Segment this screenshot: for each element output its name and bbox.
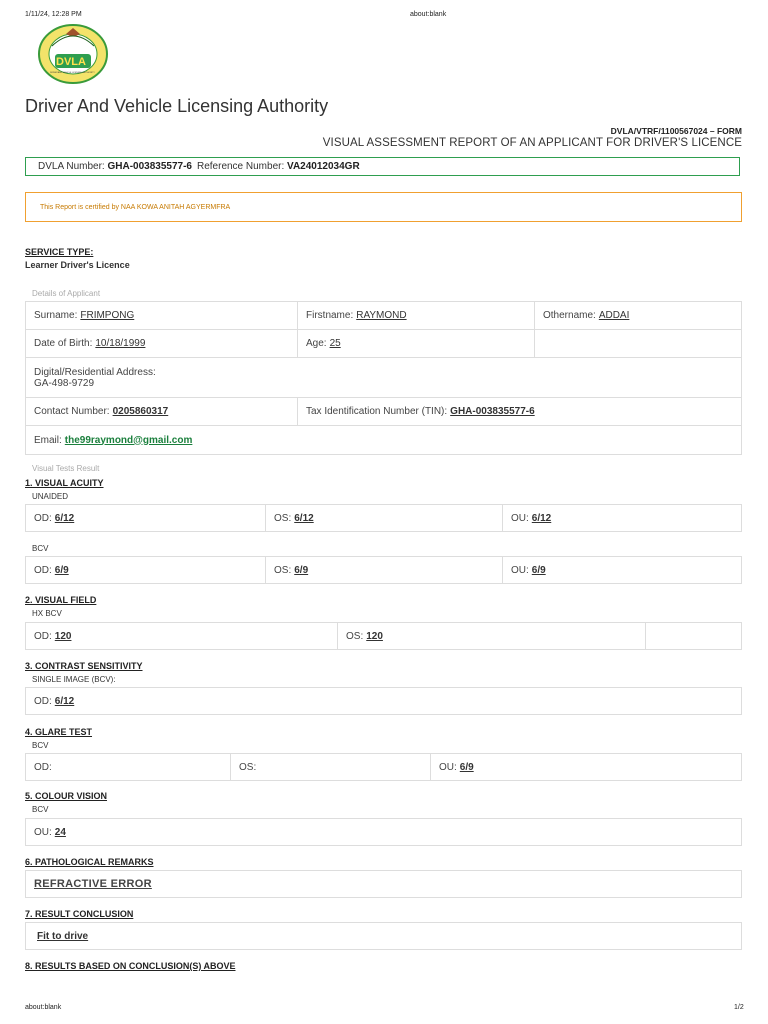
address-cell <box>26 358 741 397</box>
firstname-value: RAYMOND <box>356 310 407 321</box>
colour-heading: 5. COLOUR VISION <box>25 791 108 801</box>
acuity-bcv-od: 6/9 <box>54 564 69 576</box>
dob-cell: Date of Birth: 10/18/1999 <box>26 330 298 357</box>
logo-text: DVLA <box>56 56 86 68</box>
certified-notice: This Report is certified by NAA KOWA ANITAH AGYERMFRA <box>25 192 742 222</box>
acuity-unaided-od: 6/12 <box>54 512 75 524</box>
dvla-number-value: GHA-003835577-6 <box>107 161 192 172</box>
page-number: 1/2 <box>734 1004 744 1011</box>
acuity-bcv-row: OD: 6/9 OS: 6/9 OU: 6/9 <box>25 556 742 584</box>
visual-acuity-heading: 1. VISUAL ACUITY <box>25 478 104 488</box>
page-title: Driver And Vehicle Licensing Authority <box>25 96 329 116</box>
applicant-section-label: Details of Applicant <box>32 289 101 298</box>
contrast-od: 6/12 <box>54 695 75 707</box>
print-url: about:blank <box>410 11 447 18</box>
address-label: Digital/Residential Address: <box>34 366 156 378</box>
othername-value: ADDAI <box>598 310 630 321</box>
contact-value: 0205860317 <box>112 406 169 417</box>
dob-value: 10/18/1999 <box>95 338 146 349</box>
acuity-unaided-os: 6/12 <box>294 512 314 524</box>
conclusion-row <box>25 922 742 950</box>
form-title: VISUAL ASSESSMENT REPORT OF AN APPLICANT FOR DRIVER'S LICENCE <box>322 137 742 149</box>
results-heading: 8. RESULTS BASED ON CONCLUSION(S) ABOVE <box>25 961 236 971</box>
glare-heading: 4. GLARE TEST <box>25 727 93 737</box>
visual-field-heading: 2. VISUAL FIELD <box>25 595 97 605</box>
email-value[interactable]: the99raymond@gmail.com <box>64 434 193 446</box>
single-image-label: SINGLE IMAGE (BCV): <box>32 675 116 684</box>
age-cell: Age: 25 <box>298 330 535 357</box>
glare-ou: 6/9 <box>459 761 474 773</box>
colour-ou: 24 <box>54 826 66 838</box>
hx-bcv-label: HX BCV <box>32 609 62 618</box>
acuity-bcv-os: 6/9 <box>294 564 309 576</box>
glare-row: OD: OS: OU: 6/9 <box>25 753 742 781</box>
remarks-row <box>25 870 742 898</box>
remarks-heading: 6. PATHOLOGICAL REMARKS <box>25 857 154 867</box>
conclusion-value: Fit to drive <box>37 930 89 942</box>
reference-number-label: Reference Number: <box>196 161 285 172</box>
numbers-box <box>25 157 740 176</box>
footer-url: about:blank <box>25 1004 62 1011</box>
field-os: 120 <box>366 630 383 642</box>
logo-ring-text: DRIVER AND VEHICLE LICENSING AUTHORITY <box>50 72 95 74</box>
applicant-table <box>25 301 742 455</box>
acuity-unaided-ou: 6/12 <box>531 512 552 524</box>
field-row: OD: 120 OS: 120 <box>25 622 742 650</box>
tin-value: GHA-003835577-6 <box>450 406 535 417</box>
acuity-bcv-ou: 6/9 <box>531 564 546 576</box>
bcv-label: BCV <box>32 544 49 553</box>
dvla-logo <box>38 24 108 84</box>
address-value: GA-498-9729 <box>34 377 95 389</box>
remarks-value: REFRACTIVE ERROR <box>34 878 152 890</box>
firstname-cell: Firstname: RAYMOND <box>298 302 535 329</box>
empty-cell <box>535 330 741 357</box>
print-timestamp: 1/11/24, 12:28 PM <box>25 11 82 18</box>
service-type-label: SERVICE TYPE: <box>25 247 94 257</box>
colour-bcv-label: BCV <box>32 805 49 814</box>
surname-cell: Surname: FRIMPONG <box>26 302 298 329</box>
dvla-number-label: DVLA Number: <box>38 161 105 172</box>
contact-cell: Contact Number: 0205860317 <box>26 398 298 425</box>
field-od: 120 <box>54 630 72 642</box>
surname-value: FRIMPONG <box>80 310 135 321</box>
tests-section-label: Visual Tests Result <box>32 464 100 473</box>
colour-row: OU: 24 <box>25 818 742 846</box>
tin-cell: Tax Identification Number (TIN): GHA-003835577-6 <box>306 406 535 417</box>
contrast-row: OD: 6/12 <box>25 687 742 715</box>
reference-number-value: VA24012034GR <box>287 161 360 172</box>
form-code: DVLA/VTRF/1100567024 – FORM <box>610 126 742 136</box>
age-value: 25 <box>329 338 341 349</box>
conclusion-heading: 7. RESULT CONCLUSION <box>25 909 134 919</box>
email-cell: Email: the99raymond@gmail.com <box>34 434 193 446</box>
service-type-value: Learner Driver's Licence <box>25 260 130 270</box>
unaided-label: UNAIDED <box>32 492 69 501</box>
acuity-unaided-row: OD: 6/12 OS: 6/12 OU: 6/12 <box>25 504 742 532</box>
othername-cell: Othername: ADDAI <box>543 310 630 321</box>
contrast-heading: 3. CONTRAST SENSITIVITY <box>25 661 143 671</box>
glare-bcv-label: BCV <box>32 741 49 750</box>
